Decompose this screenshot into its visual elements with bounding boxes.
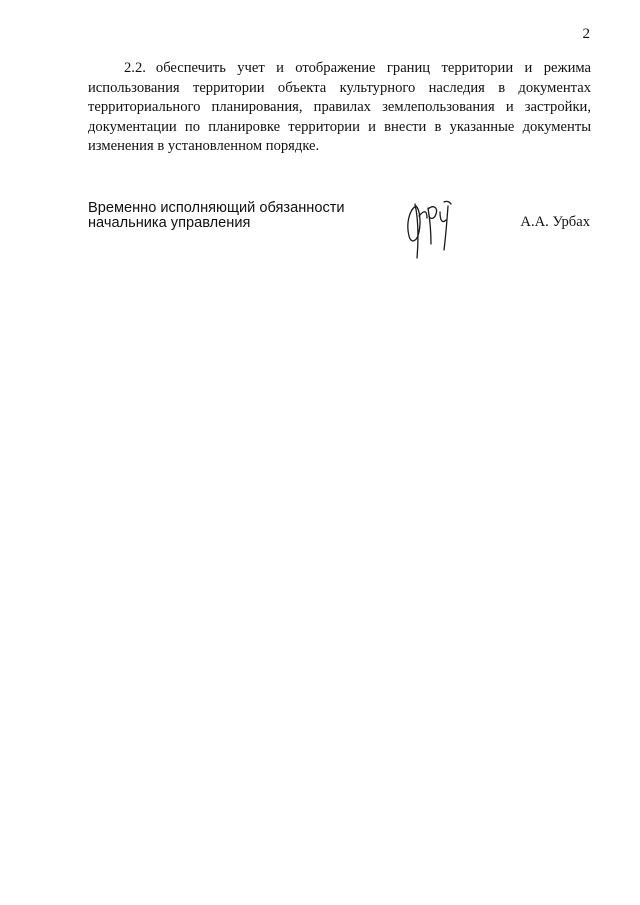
position-line-2: начальника управления [88,214,251,231]
position-line-1: Временно исполняющий обязанности [88,200,345,216]
clause-text: обеспечить учет и отображение границ территории и режима использования территории объекта культурного наследия в документах территориального планирования, правилах землепользования и застройки, документации по планировке территории и внести в указанные документы изменения в установленном порядке. [88,60,591,155]
signatory-position [88,201,345,230]
page-number: 2 [582,26,590,42]
signer-name: А.А. Урбах [520,214,590,230]
clause-number: 2.2. [124,60,146,76]
handwritten-signature-icon [400,194,470,262]
clause-paragraph [88,59,591,157]
